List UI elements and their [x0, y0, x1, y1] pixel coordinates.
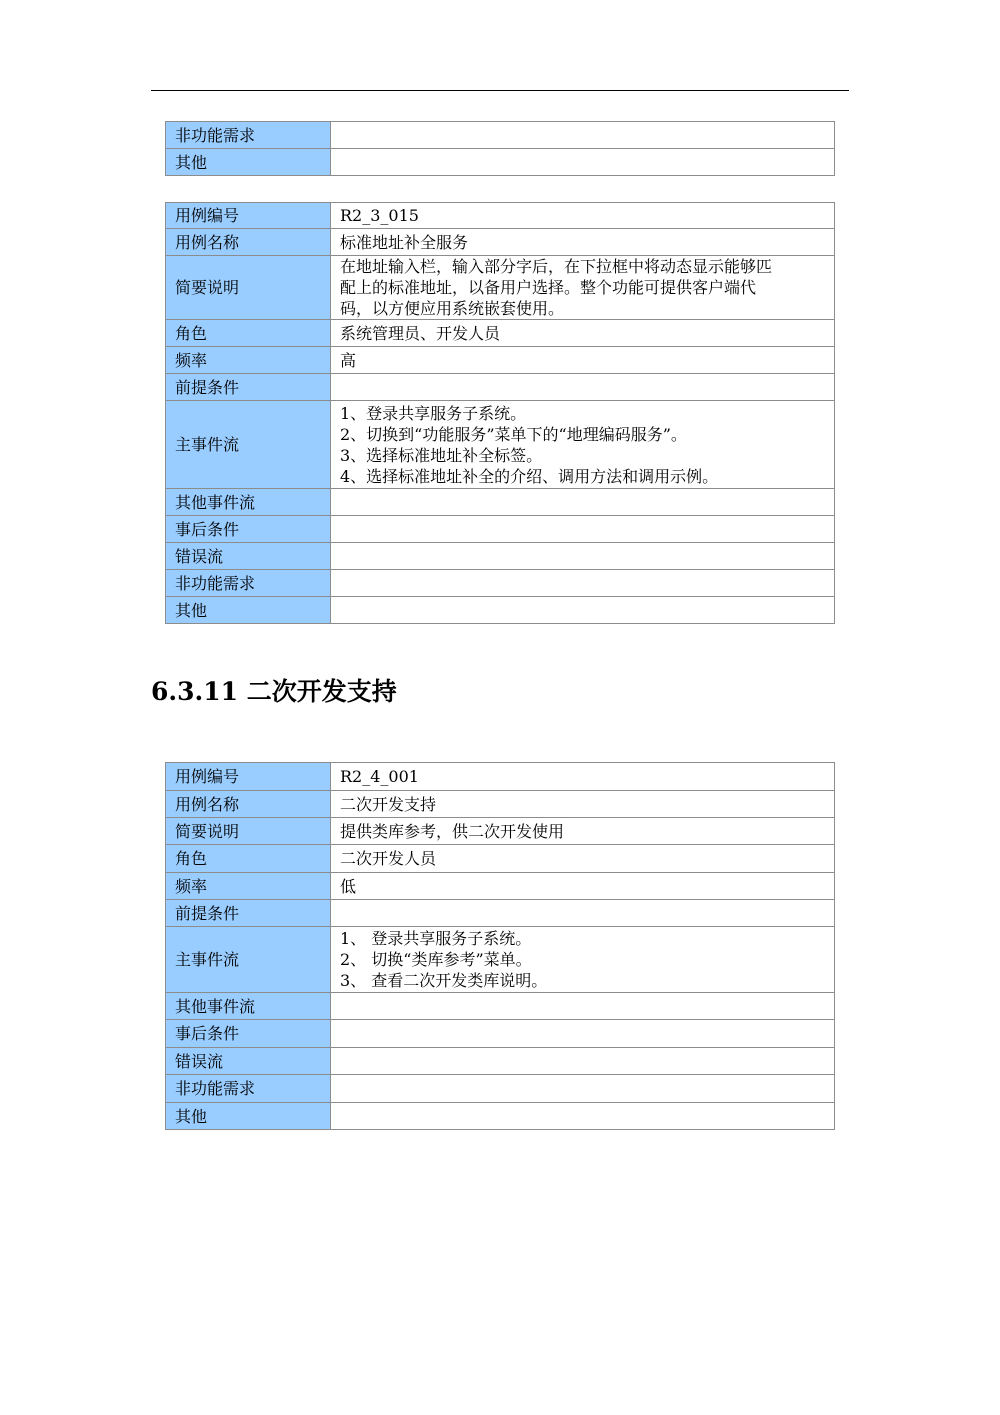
text-line: 在地址输入栏，输入部分字后，在下拉框中将动态显示能够匹: [340, 257, 773, 276]
step-line: 4、选择标准地址补全的介绍、调用方法和调用示例。: [340, 466, 719, 486]
field-label: 错误流: [166, 1048, 331, 1075]
field-label: 其他: [166, 597, 331, 624]
table-row: [166, 1075, 835, 1103]
field-label: 事后条件: [166, 1020, 331, 1048]
table-row: [166, 489, 835, 516]
table-row: [166, 570, 835, 597]
section-heading: 6.3.11 二次开发支持: [151, 677, 397, 706]
step-line: 2、切换到“功能服务”菜单下的“地理编码服务”。: [340, 424, 687, 444]
table-row: [166, 122, 835, 149]
field-label: 简要说明: [166, 256, 331, 320]
table-row: [166, 873, 835, 900]
table-row: [166, 149, 835, 176]
field-value: 标准地址补全服务: [331, 229, 835, 256]
field-label: 其他事件流: [166, 993, 331, 1020]
field-value: [331, 597, 835, 624]
text-line: 配上的标准地址，以备用户选择。整个功能可提供客户端代: [340, 278, 757, 297]
field-value: [331, 256, 835, 320]
field-value: [331, 1075, 835, 1103]
field-label: 其他事件流: [166, 489, 331, 516]
table-row: [166, 900, 835, 927]
text-line: 码，以方便应用系统嵌套使用。: [340, 299, 565, 318]
table-row: [166, 1103, 835, 1130]
table-row: [166, 347, 835, 374]
use-case-table-r2-3-015: [165, 202, 835, 624]
field-value: [331, 374, 835, 401]
step-line: 1、登录共享服务子系统。: [340, 403, 527, 423]
field-value: [331, 516, 835, 543]
field-label: 其他: [166, 1103, 331, 1130]
field-value: [331, 927, 835, 993]
use-case-table-r2-4-001: [165, 762, 835, 1130]
header-rule: [151, 90, 849, 91]
field-value: [331, 570, 835, 597]
field-value: [331, 122, 835, 149]
field-label: 用例名称: [166, 229, 331, 256]
field-label: 非功能需求: [166, 122, 331, 149]
field-label: 用例名称: [166, 791, 331, 818]
field-label: 其他: [166, 149, 331, 176]
field-value: [331, 1020, 835, 1048]
field-value: [331, 900, 835, 927]
field-value: [331, 1048, 835, 1075]
table-row: [166, 597, 835, 624]
table-row: [166, 993, 835, 1020]
field-label: 角色: [166, 845, 331, 873]
table-row: [166, 927, 835, 993]
field-value: 二次开发人员: [331, 845, 835, 873]
field-value: 提供类库参考，供二次开发使用: [331, 818, 835, 845]
table-row: [166, 229, 835, 256]
step-line: 3、 查看二次开发类库说明。: [340, 971, 548, 990]
table-row: [166, 1020, 835, 1048]
field-label: 频率: [166, 873, 331, 900]
field-label: 主事件流: [166, 401, 331, 489]
table-row: [166, 320, 835, 347]
field-value: [331, 489, 835, 516]
field-value: 低: [331, 873, 835, 900]
field-value: [331, 543, 835, 570]
field-label: 前提条件: [166, 374, 331, 401]
table-row: [166, 401, 835, 489]
step-line: 3、选择标准地址补全标签。: [340, 445, 543, 465]
field-value: R2_3_015: [331, 203, 835, 229]
field-value: R2_4_001: [331, 763, 835, 791]
field-value: [331, 993, 835, 1020]
field-label: 前提条件: [166, 900, 331, 927]
field-label: 用例编号: [166, 763, 331, 791]
table-row: [166, 374, 835, 401]
field-value: 系统管理员、开发人员: [331, 320, 835, 347]
step-line: 1、 登录共享服务子系统。: [340, 929, 532, 948]
field-label: 角色: [166, 320, 331, 347]
field-label: 简要说明: [166, 818, 331, 845]
table-row: [166, 516, 835, 543]
field-label: 非功能需求: [166, 1075, 331, 1103]
field-label: 非功能需求: [166, 570, 331, 597]
field-value: [331, 149, 835, 176]
use-case-table-continued: [165, 121, 835, 176]
table-row: [166, 1048, 835, 1075]
field-label: 主事件流: [166, 927, 331, 993]
table-row: [166, 203, 835, 229]
field-label: 用例编号: [166, 203, 331, 229]
field-label: 错误流: [166, 543, 331, 570]
field-value: [331, 401, 835, 489]
field-value: 高: [331, 347, 835, 374]
table-row: [166, 845, 835, 873]
field-label: 频率: [166, 347, 331, 374]
table-row: [166, 256, 835, 320]
field-value: 二次开发支持: [331, 791, 835, 818]
field-value: [331, 1103, 835, 1130]
table-row: [166, 763, 835, 791]
step-line: 2、 切换“类库参考”菜单。: [340, 950, 532, 969]
table-row: [166, 791, 835, 818]
table-row: [166, 543, 835, 570]
field-label: 事后条件: [166, 516, 331, 543]
table-row: [166, 818, 835, 845]
